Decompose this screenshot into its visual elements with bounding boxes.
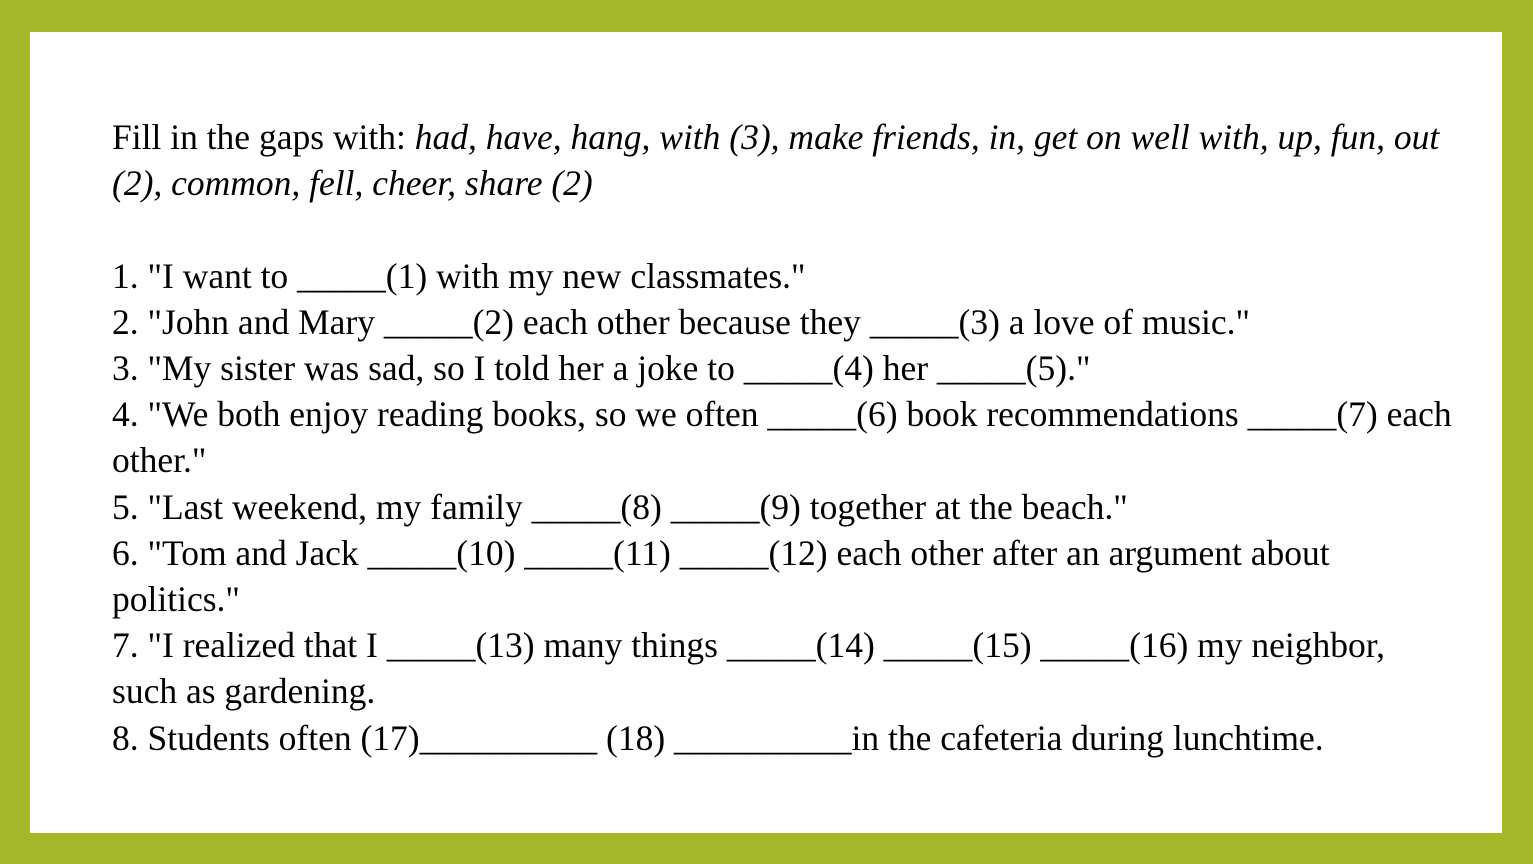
instruction-lead: Fill in the gaps with: xyxy=(112,117,415,157)
exercise-item-1: 1. "I want to _____(1) with my new classmates." xyxy=(112,255,806,296)
exercise-item-2: 2. "John and Mary _____(2) each other because they _____(3) a love of music." xyxy=(112,301,1251,342)
instruction-text xyxy=(112,114,1452,206)
slide xyxy=(30,32,1502,833)
exercise-item-7: 7. "I realized that I _____(13) many things _____(14) _____(15) _____(16) my neighbor, such as gardening. xyxy=(112,625,1386,712)
exercise-item-3: 3. "My sister was sad, so I told her a joke to _____(4) her _____(5)." xyxy=(112,348,1091,388)
exercise-item-6: 6. "Tom and Jack _____(10) _____(11) _____(12) each other after an argument about politics." xyxy=(112,532,1330,620)
exercise-item-8: 8. Students often (17)__________ (18) __________in the cafeteria during lunchtime. xyxy=(112,717,1324,758)
exercise-item-5: 5. "Last weekend, my family _____(8) _____(9) together at the beach." xyxy=(112,486,1128,527)
spacer xyxy=(112,206,1452,252)
exercise-content xyxy=(112,114,1452,761)
exercise-item-4: 4. "We both enjoy reading books, so we often _____(6) book recommendations _____(7) each other." xyxy=(112,394,1452,481)
word-bank: had, have, hang, with (3), make friends, in, get on well with, up, fun, out (2), common, fell, cheer, share (2) xyxy=(112,117,1440,204)
exercise-list xyxy=(112,253,1452,761)
